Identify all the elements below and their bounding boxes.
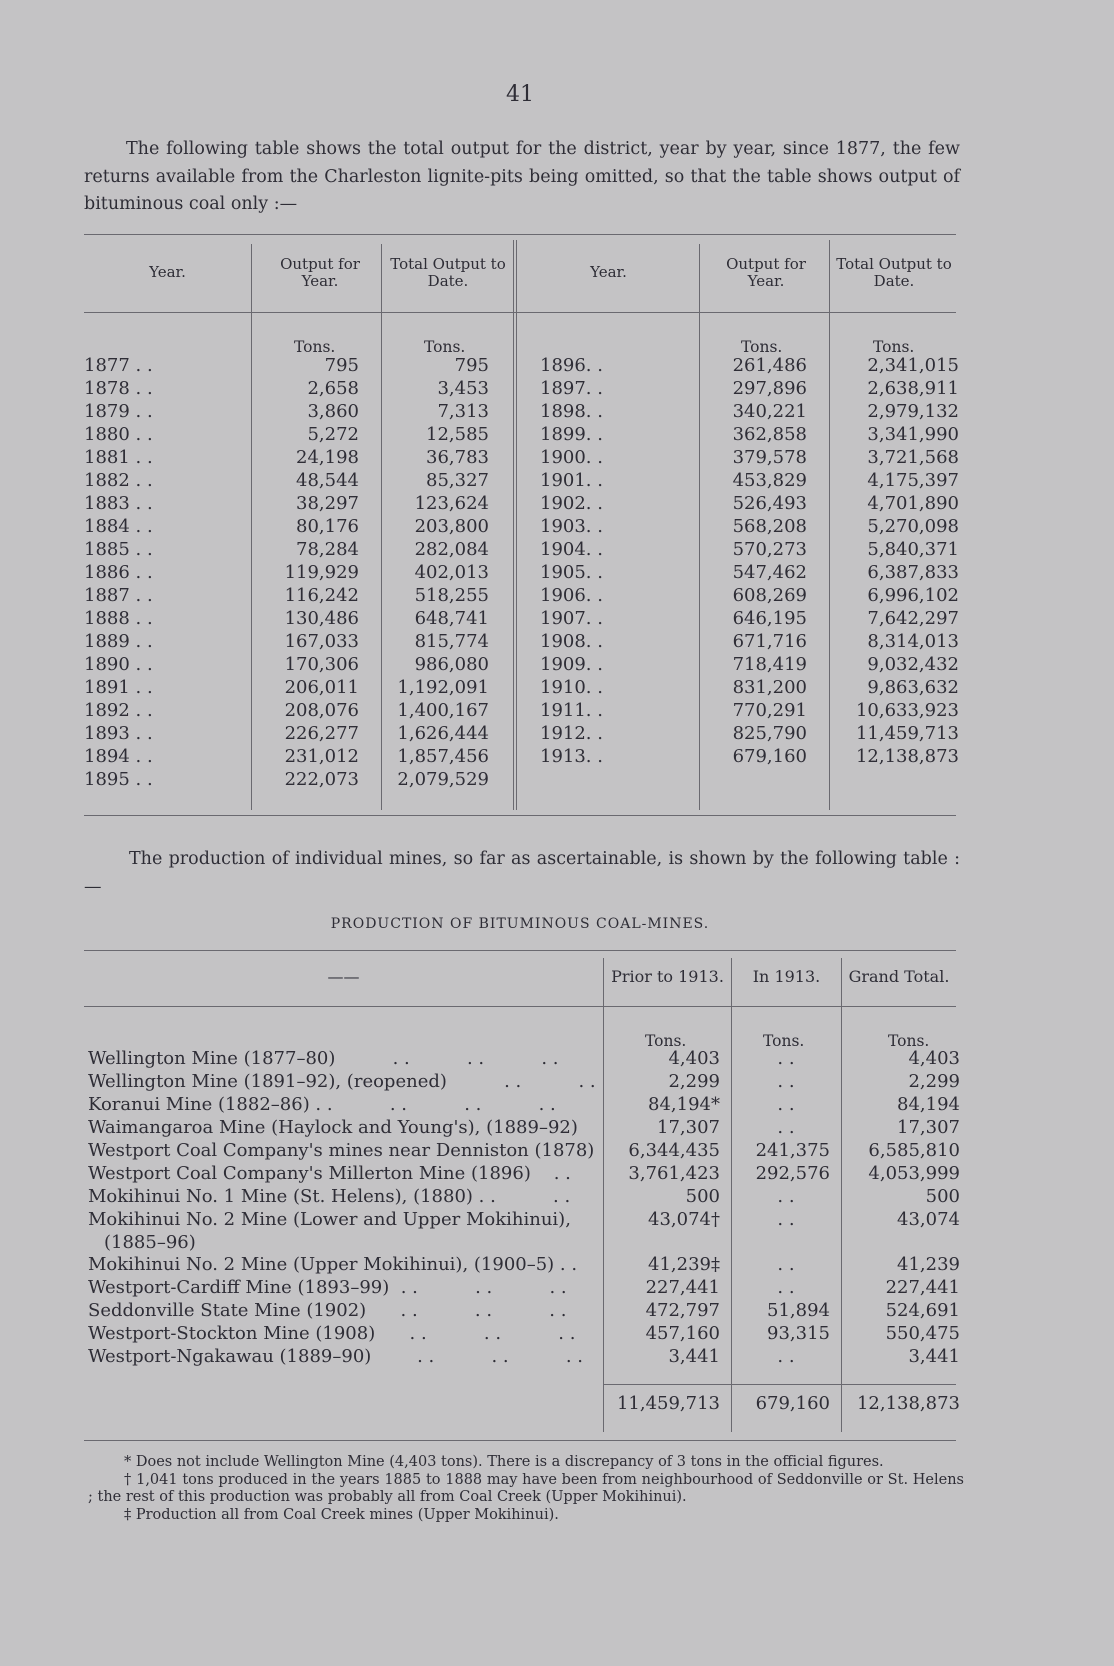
output-cell: 24,198 [296,447,359,468]
output-cell: 568,208 [732,516,807,537]
grand-cell: 4,403 [908,1048,960,1069]
in1913-cell: 241,375 [755,1140,830,1161]
in1913-cell: . . [777,1048,795,1069]
table1-divider [829,240,830,810]
year-cell: 1894 . . [84,746,153,767]
unit-tons: Tons. [645,1032,687,1050]
in1913-cell: . . [777,1254,795,1275]
total-cell: 12,138,873 [855,746,959,767]
total-cell: 1,400,167 [397,700,489,721]
total-cell: 5,270,098 [867,516,959,537]
table1-divider [251,244,252,810]
total-cell: 9,863,632 [867,677,959,698]
mine-name: Mokihinui No. 1 Mine (St. Helens), (1880) . . . . [88,1186,571,1207]
table1-divider [513,240,514,810]
output-cell: 130,486 [284,608,359,629]
in1913-cell: . . [777,1094,795,1115]
mine-name: Westport Coal Company's mines near Denniston (1878) [88,1140,595,1161]
total-cell: 4,175,397 [867,470,959,491]
footnote-asterisk: * Does not include Wellington Mine (4,403 tons). There is a discrepancy of 3 tons in the official figures. [124,1454,884,1470]
table1-divider [516,240,517,810]
total-cell: 518,255 [414,585,489,606]
total-cell: 3,341,990 [867,424,959,445]
in1913-cell: . . [777,1186,795,1207]
output-cell: 608,269 [732,585,807,606]
mine-name: Koranui Mine (1882–86) . . . . . . . . [88,1094,556,1115]
year-cell: 1904. . [540,539,603,560]
year-cell: 1912. . [540,723,603,744]
year-cell: 1897. . [540,378,603,399]
total-cell: 8,314,013 [867,631,959,652]
output-cell: 206,011 [284,677,359,698]
year-cell: 1889 . . [84,631,153,652]
prior-cell: 472,797 [645,1300,720,1321]
output-cell: 3,860 [307,401,359,422]
output-cell: 340,221 [732,401,807,422]
year-cell: 1893 . . [84,723,153,744]
header-total-right: Total Output to Date. [836,255,952,290]
unit-tons: Tons. [763,1032,805,1050]
year-cell: 1888 . . [84,608,153,629]
output-cell: 825,790 [732,723,807,744]
prior-cell: 4,403 [668,1048,720,1069]
table1-divider [699,244,700,810]
production-paragraph: The production of individual mines, so far as ascertainable, is shown by the following table :— [84,849,960,897]
output-cell: 718,419 [732,654,807,675]
prior-cell: 457,160 [645,1323,720,1344]
year-cell: 1883 . . [84,493,153,514]
total-cell: 5,840,371 [867,539,959,560]
in1913-cell: . . [777,1277,795,1298]
total-cell: 9,032,432 [867,654,959,675]
production-table-title: PRODUCTION OF BITUMINOUS COAL-MINES. [330,916,710,932]
total-grand: 12,138,873 [856,1393,960,1414]
mine-name: Seddonville State Mine (1902) . . . . . . [88,1300,567,1321]
grand-cell: 550,475 [885,1323,960,1344]
mine-name: Mokihinui No. 2 Mine (Upper Mokihinui), (1900–5) . . [88,1254,578,1275]
in1913-cell: . . [777,1071,795,1092]
prior-cell: 6,344,435 [628,1140,720,1161]
total-cell: 3,721,568 [867,447,959,468]
prior-cell: 84,194* [648,1094,720,1115]
year-cell: 1895 . . [84,769,153,790]
header-total-left: Total Output to Date. [390,255,506,290]
footnote-double-dagger: ‡ Production all from Coal Creek mines (Upper Mokihinui). [124,1507,559,1523]
mine-name: Westport Coal Company's Millerton Mine (1896) . . [88,1163,571,1184]
year-cell: 1902. . [540,493,603,514]
output-cell: 831,200 [732,677,807,698]
year-cell: 1881 . . [84,447,153,468]
footnote-dagger: † 1,041 tons produced in the years 1885 to 1888 may have been from neighbourhood of Seddonville or St. Helens ; the rest of this production was probably all from Coal Creek (Upper Mokihinui). [88,1472,964,1505]
table2-total-rule [604,1384,956,1385]
total-cell: 1,626,444 [397,723,489,744]
year-cell: 1908. . [540,631,603,652]
year-cell: 1909. . [540,654,603,675]
prior-cell: 2,299 [668,1071,720,1092]
header-prior: Prior to 1913. [611,967,724,986]
output-cell: 167,033 [284,631,359,652]
prior-cell: 3,441 [668,1346,720,1367]
year-cell: 1907. . [540,608,603,629]
grand-cell: 6,585,810 [868,1140,960,1161]
year-cell: 1903. . [540,516,603,537]
year-cell: 1905. . [540,562,603,583]
total-cell: 648,741 [414,608,489,629]
output-cell: 795 [324,355,359,376]
total-cell: 3,453 [437,378,489,399]
intro-paragraph: The following table shows the total output for the district, year by year, since 1877, the few returns available from the Charleston lignite-pits being omitted, so that the table shows output of bituminous coal only :— [84,139,960,214]
table1-header-rule [84,312,956,313]
output-cell: 379,578 [732,447,807,468]
total-cell: 402,013 [414,562,489,583]
output-cell: 671,716 [732,631,807,652]
output-cell: 297,896 [732,378,807,399]
header-blank: —— [327,967,360,986]
unit-tons: Tons. [294,338,336,356]
total-cell: 2,638,911 [867,378,959,399]
grand-cell: 227,441 [885,1277,960,1298]
total-in1913: 679,160 [755,1393,830,1414]
total-cell: 203,800 [414,516,489,537]
total-cell: 7,642,297 [867,608,959,629]
prior-cell: 43,074† [648,1209,720,1230]
mine-name-cont: (1885–96) [104,1232,196,1253]
year-cell: 1878 . . [84,378,153,399]
output-cell: 679,160 [732,746,807,767]
output-cell: 547,462 [732,562,807,583]
page-number: 41 [506,82,534,107]
output-cell: 362,858 [732,424,807,445]
output-cell: 48,544 [296,470,359,491]
output-cell: 261,486 [732,355,807,376]
year-cell: 1900. . [540,447,603,468]
grand-cell: 4,053,999 [868,1163,960,1184]
header-in1913: In 1913. [752,967,821,986]
prior-cell: 3,761,423 [628,1163,720,1184]
year-cell: 1892 . . [84,700,153,721]
mine-name: Westport-Stockton Mine (1908) . . . . . . [88,1323,576,1344]
grand-cell: 43,074 [897,1209,960,1230]
unit-tons: Tons. [741,338,783,356]
prior-cell: 227,441 [645,1277,720,1298]
output-cell: 78,284 [296,539,359,560]
total-cell: 986,080 [414,654,489,675]
header-output-right: Output for Year. [726,255,806,290]
header-year-left: Year. [149,263,186,281]
table2-bottom-rule [84,1440,956,1441]
output-cell: 526,493 [732,493,807,514]
year-cell: 1886 . . [84,562,153,583]
year-cell: 1880 . . [84,424,153,445]
year-cell: 1910. . [540,677,603,698]
total-cell: 1,857,456 [397,746,489,767]
year-cell: 1906. . [540,585,603,606]
total-cell: 282,084 [414,539,489,560]
grand-cell: 17,307 [897,1117,960,1138]
output-cell: 646,195 [732,608,807,629]
year-cell: 1884 . . [84,516,153,537]
grand-cell: 524,691 [885,1300,960,1321]
output-cell: 231,012 [284,746,359,767]
unit-tons: Tons. [424,338,466,356]
output-cell: 770,291 [732,700,807,721]
output-cell: 80,176 [296,516,359,537]
output-cell: 570,273 [732,539,807,560]
mine-name: Wellington Mine (1877–80) . . . . . . [88,1048,559,1069]
total-cell: 2,979,132 [867,401,959,422]
year-cell: 1899. . [540,424,603,445]
total-cell: 123,624 [414,493,489,514]
total-cell: 1,192,091 [397,677,489,698]
in1913-cell: . . [777,1117,795,1138]
unit-tons: Tons. [873,338,915,356]
year-cell: 1882 . . [84,470,153,491]
total-prior: 11,459,713 [616,1393,720,1414]
table2-top-rule [84,950,956,951]
in1913-cell: 51,894 [767,1300,830,1321]
year-cell: 1877 . . [84,355,153,376]
output-cell: 222,073 [284,769,359,790]
mine-name: Wellington Mine (1891–92), (reopened) . . . . [88,1071,596,1092]
total-cell: 815,774 [414,631,489,652]
total-cell: 85,327 [426,470,489,491]
total-cell: 6,996,102 [867,585,959,606]
grand-cell: 3,441 [908,1346,960,1367]
grand-cell: 2,299 [908,1071,960,1092]
total-cell: 2,341,015 [867,355,959,376]
header-year-right: Year. [590,263,627,281]
output-cell: 2,658 [307,378,359,399]
output-cell: 170,306 [284,654,359,675]
output-cell: 453,829 [732,470,807,491]
year-cell: 1913. . [540,746,603,767]
mine-name: Waimangaroa Mine (Haylock and Young's), (1889–92) [88,1117,578,1138]
year-cell: 1887 . . [84,585,153,606]
year-cell: 1896. . [540,355,603,376]
year-cell: 1901. . [540,470,603,491]
in1913-cell: 292,576 [755,1163,830,1184]
output-cell: 38,297 [296,493,359,514]
total-cell: 11,459,713 [855,723,959,744]
prior-cell: 41,239‡ [648,1254,720,1275]
total-cell: 2,079,529 [397,769,489,790]
header-output-left: Output for Year. [280,255,360,290]
table1-bottom-rule [84,815,956,816]
mine-name: Mokihinui No. 2 Mine (Lower and Upper Mokihinui), [88,1209,571,1230]
in1913-cell: 93,315 [767,1323,830,1344]
prior-cell: 17,307 [657,1117,720,1138]
total-cell: 36,783 [426,447,489,468]
output-cell: 208,076 [284,700,359,721]
year-cell: 1879 . . [84,401,153,422]
mine-name: Westport-Ngakawau (1889–90) . . . . . . [88,1346,583,1367]
year-cell: 1911. . [540,700,603,721]
in1913-cell: . . [777,1346,795,1367]
prior-cell: 500 [685,1186,720,1207]
in1913-cell: . . [777,1209,795,1230]
total-cell: 10,633,923 [855,700,959,721]
year-cell: 1885 . . [84,539,153,560]
table2-header-rule [84,1006,956,1007]
table1-top-rule [84,234,956,235]
output-cell: 5,272 [307,424,359,445]
total-cell: 4,701,890 [867,493,959,514]
output-cell: 116,242 [284,585,359,606]
year-cell: 1898. . [540,401,603,422]
total-cell: 12,585 [426,424,489,445]
output-cell: 226,277 [284,723,359,744]
grand-cell: 500 [925,1186,960,1207]
year-cell: 1890 . . [84,654,153,675]
unit-tons: Tons. [888,1032,930,1050]
grand-cell: 41,239 [897,1254,960,1275]
header-grand: Grand Total. [848,967,950,986]
table1-divider [381,244,382,810]
output-cell: 119,929 [284,562,359,583]
mine-name: Westport-Cardiff Mine (1893–99) . . . . . . [88,1277,567,1298]
total-cell: 795 [454,355,489,376]
year-cell: 1891 . . [84,677,153,698]
grand-cell: 84,194 [897,1094,960,1115]
total-cell: 7,313 [437,401,489,422]
total-cell: 6,387,833 [867,562,959,583]
